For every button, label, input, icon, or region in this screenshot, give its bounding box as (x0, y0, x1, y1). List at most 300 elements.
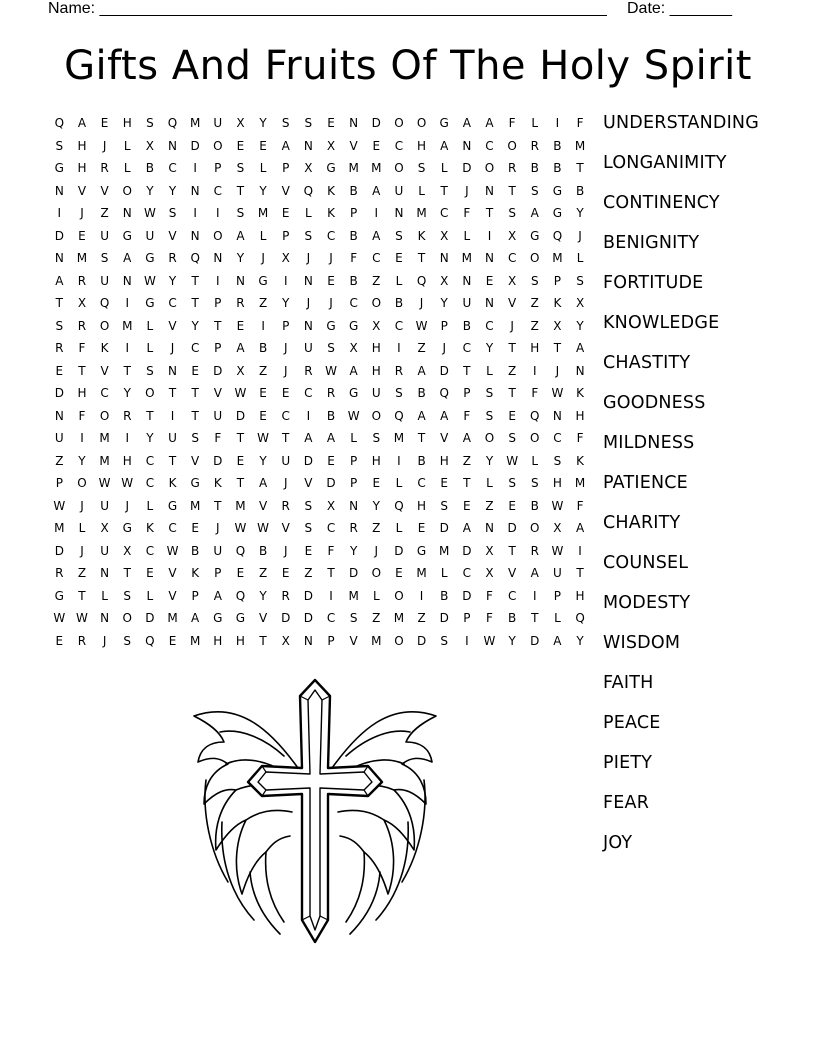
grid-cell[interactable]: W (257, 521, 270, 535)
grid-cell[interactable]: W (483, 633, 496, 648)
grid-cell[interactable]: J (419, 296, 424, 310)
grid-cell[interactable]: O (213, 138, 223, 153)
grid-cell[interactable]: X (440, 228, 449, 243)
grid-cell[interactable]: O (416, 116, 427, 130)
grid-cell[interactable]: Q (530, 408, 540, 423)
grid-cell[interactable]: C (281, 408, 290, 423)
grid-cell[interactable]: J (465, 183, 469, 198)
grid-cell[interactable]: Y (236, 251, 245, 265)
grid-cell[interactable]: D (439, 611, 449, 625)
grid-cell[interactable]: J (555, 363, 560, 378)
grid-cell[interactable]: B (349, 183, 358, 198)
grid-cell[interactable]: Y (78, 453, 86, 468)
grid-cell[interactable]: V (349, 138, 358, 153)
grid-cell[interactable]: S (508, 206, 516, 220)
grid-cell[interactable]: A (462, 431, 471, 445)
grid-cell[interactable]: X (440, 273, 449, 288)
grid-cell[interactable]: K (145, 521, 154, 535)
grid-cell[interactable]: P (553, 588, 562, 603)
grid-cell[interactable]: P (191, 588, 199, 603)
grid-cell[interactable]: P (214, 341, 222, 355)
grid-cell[interactable]: E (146, 566, 154, 580)
grid-cell[interactable]: C (190, 341, 200, 355)
grid-cell[interactable]: C (394, 138, 404, 153)
grid-cell[interactable]: F (531, 386, 539, 400)
grid-cell[interactable]: C (326, 228, 336, 243)
grid-cell[interactable]: X (485, 543, 494, 558)
grid-cell[interactable]: M (393, 611, 405, 625)
grid-cell[interactable]: S (123, 588, 132, 603)
grid-cell[interactable]: L (146, 498, 154, 513)
grid-cell[interactable]: L (395, 273, 403, 288)
grid-cell[interactable]: Z (530, 296, 539, 310)
grid-cell[interactable]: M (189, 116, 201, 130)
grid-cell[interactable]: U (213, 116, 223, 130)
grid-cell[interactable]: Y (349, 543, 358, 558)
grid-cell[interactable]: M (371, 633, 382, 648)
grid-cell[interactable]: T (214, 318, 222, 333)
grid-cell[interactable]: H (417, 498, 427, 513)
grid-cell[interactable]: D (371, 116, 381, 130)
grid-cell[interactable]: M (416, 206, 427, 220)
grid-cell[interactable]: W (234, 386, 247, 400)
grid-cell[interactable]: A (349, 363, 358, 378)
grid-cell[interactable]: U (168, 431, 177, 445)
grid-cell[interactable]: N (122, 273, 132, 288)
grid-cell[interactable]: Q (439, 386, 449, 400)
grid-cell[interactable]: K (100, 341, 109, 355)
grid-cell[interactable]: I (329, 588, 333, 603)
grid-cell[interactable]: Q (575, 611, 585, 625)
grid-cell[interactable]: X (553, 521, 562, 535)
grid-cell[interactable]: G (122, 521, 132, 535)
grid-cell[interactable]: E (55, 363, 64, 378)
grid-cell[interactable]: T (553, 341, 562, 355)
grid-cell[interactable]: Z (258, 363, 268, 378)
grid-cell[interactable]: N (168, 363, 178, 378)
grid-cell[interactable]: L (259, 161, 267, 175)
grid-cell[interactable]: H (575, 408, 585, 423)
grid-cell[interactable]: Q (394, 408, 404, 423)
grid-cell[interactable]: Q (303, 183, 314, 198)
grid-cell[interactable]: J (283, 363, 288, 378)
grid-cell[interactable]: H (122, 453, 132, 468)
grid-cell[interactable]: J (306, 296, 311, 310)
grid-cell[interactable]: B (326, 408, 336, 423)
grid-cell[interactable]: N (462, 273, 472, 288)
grid-cell[interactable]: T (259, 633, 267, 648)
grid-cell[interactable]: S (304, 116, 313, 130)
grid-cell[interactable]: N (303, 138, 313, 153)
grid-cell[interactable]: P (350, 206, 358, 220)
grid-cell[interactable]: O (394, 116, 404, 130)
grid-cell[interactable]: W (143, 273, 156, 288)
grid-cell[interactable]: M (122, 318, 133, 333)
grid-cell[interactable]: B (145, 161, 154, 175)
grid-cell[interactable]: N (349, 116, 359, 130)
grid-cell[interactable]: H (552, 476, 562, 490)
grid-cell[interactable]: Y (168, 183, 177, 198)
grid-cell[interactable]: G (122, 228, 132, 243)
grid-cell[interactable]: A (372, 183, 381, 198)
grid-cell[interactable]: I (374, 206, 379, 220)
grid-cell[interactable]: W (257, 431, 270, 445)
grid-cell[interactable]: U (303, 341, 313, 355)
grid-cell[interactable]: I (397, 453, 401, 468)
grid-cell[interactable]: A (530, 566, 539, 580)
grid-cell[interactable]: T (168, 386, 177, 400)
grid-cell[interactable]: L (123, 138, 131, 153)
grid-cell[interactable]: V (168, 566, 177, 580)
grid-cell[interactable]: H (371, 453, 381, 468)
grid-cell[interactable]: C (326, 521, 336, 535)
grid-cell[interactable]: C (168, 521, 177, 535)
grid-cell[interactable]: S (327, 341, 335, 355)
grid-cell[interactable]: S (508, 476, 516, 490)
grid-cell[interactable]: D (190, 138, 200, 153)
grid-cell[interactable]: J (261, 251, 265, 265)
grid-cell[interactable]: J (329, 296, 333, 310)
grid-cell[interactable]: M (99, 453, 110, 468)
grid-cell[interactable]: E (55, 633, 64, 648)
grid-cell[interactable]: D (54, 228, 64, 243)
grid-cell[interactable]: V (508, 566, 517, 580)
grid-cell[interactable]: C (553, 431, 562, 445)
grid-cell[interactable]: W (53, 611, 66, 625)
grid-cell[interactable]: F (576, 498, 584, 513)
grid-cell[interactable]: C (145, 453, 155, 468)
grid-cell[interactable]: S (123, 633, 132, 648)
grid-cell[interactable]: M (552, 251, 563, 265)
grid-cell[interactable]: A (485, 116, 494, 130)
grid-cell[interactable]: E (281, 206, 290, 220)
grid-cell[interactable]: Z (372, 521, 381, 535)
grid-cell[interactable]: O (530, 251, 540, 265)
grid-cell[interactable]: K (213, 476, 222, 490)
grid-cell[interactable]: E (191, 363, 199, 378)
grid-cell[interactable]: B (553, 161, 562, 175)
grid-cell[interactable]: D (349, 566, 359, 580)
grid-cell[interactable]: D (213, 363, 223, 378)
grid-cell[interactable]: U (213, 408, 223, 423)
grid-cell[interactable]: E (508, 408, 516, 423)
grid-cell[interactable]: N (394, 206, 404, 220)
grid-cell[interactable]: C (507, 588, 517, 603)
grid-cell[interactable]: Z (417, 611, 426, 625)
grid-cell[interactable]: N (462, 138, 472, 153)
grid-cell[interactable]: E (440, 476, 448, 490)
grid-cell[interactable]: G (326, 318, 336, 333)
grid-cell[interactable]: O (99, 408, 110, 423)
grid-cell[interactable]: I (57, 206, 62, 220)
grid-cell[interactable]: A (191, 611, 200, 625)
grid-cell[interactable]: X (281, 633, 290, 648)
grid-cell[interactable]: P (214, 161, 222, 175)
grid-cell[interactable]: E (485, 273, 494, 288)
grid-cell[interactable]: O (530, 431, 540, 445)
grid-cell[interactable]: C (100, 386, 109, 400)
grid-cell[interactable]: Y (146, 183, 154, 198)
grid-cell[interactable]: E (236, 566, 245, 580)
grid-cell[interactable]: T (191, 273, 199, 288)
grid-cell[interactable]: D (54, 543, 64, 558)
grid-cell[interactable]: B (417, 453, 426, 468)
grid-cell[interactable]: U (100, 543, 109, 558)
grid-cell[interactable]: L (463, 228, 471, 243)
grid-cell[interactable]: B (349, 273, 358, 288)
grid-cell[interactable]: M (235, 498, 246, 513)
grid-cell[interactable]: E (100, 116, 109, 130)
grid-cell[interactable]: O (371, 566, 382, 580)
grid-cell[interactable]: F (327, 543, 335, 558)
grid-cell[interactable]: S (236, 206, 245, 220)
grid-cell[interactable]: G (235, 611, 246, 625)
grid-cell[interactable]: I (419, 588, 424, 603)
grid-cell[interactable]: I (125, 296, 130, 310)
grid-cell[interactable]: E (372, 138, 381, 153)
grid-cell[interactable]: D (462, 588, 472, 603)
grid-cell[interactable]: C (145, 476, 155, 490)
grid-cell[interactable]: I (578, 543, 582, 558)
grid-cell[interactable]: Y (282, 296, 290, 310)
grid-cell[interactable]: I (261, 318, 265, 333)
grid-cell[interactable]: L (418, 183, 425, 198)
grid-cell[interactable]: J (329, 251, 333, 265)
grid-cell[interactable]: W (121, 476, 134, 490)
grid-cell[interactable]: N (303, 633, 313, 648)
grid-cell[interactable]: V (191, 453, 200, 468)
grid-cell[interactable]: R (281, 588, 290, 603)
grid-cell[interactable]: U (54, 431, 64, 445)
grid-cell[interactable]: S (508, 431, 516, 445)
grid-cell[interactable]: B (553, 138, 562, 153)
grid-cell[interactable]: L (305, 206, 312, 220)
grid-cell[interactable]: S (530, 273, 539, 288)
grid-cell[interactable]: L (78, 521, 86, 535)
grid-cell[interactable]: A (440, 138, 449, 153)
grid-cell[interactable]: C (145, 543, 155, 558)
grid-cell[interactable]: T (168, 453, 177, 468)
grid-cell[interactable]: Y (372, 498, 380, 513)
grid-cell[interactable]: X (123, 543, 132, 558)
grid-cell[interactable]: L (372, 588, 380, 603)
grid-cell[interactable]: P (350, 476, 358, 490)
grid-cell[interactable]: M (574, 138, 586, 153)
grid-cell[interactable]: D (303, 611, 313, 625)
grid-cell[interactable]: R (123, 408, 132, 423)
grid-cell[interactable]: D (394, 543, 404, 558)
grid-cell[interactable]: U (100, 498, 109, 513)
grid-cell[interactable]: G (530, 228, 540, 243)
grid-cell[interactable]: S (485, 408, 494, 423)
grid-cell[interactable]: N (54, 251, 64, 265)
grid-cell[interactable]: D (54, 386, 64, 400)
grid-cell[interactable]: I (125, 431, 130, 445)
grid-cell[interactable]: I (216, 206, 220, 220)
grid-cell[interactable]: N (485, 251, 494, 265)
grid-cell[interactable]: C (304, 386, 313, 400)
grid-cell[interactable]: L (576, 251, 584, 265)
grid-cell[interactable]: S (440, 633, 449, 648)
grid-cell[interactable]: T (531, 611, 539, 625)
grid-cell[interactable]: B (417, 386, 426, 400)
grid-cell[interactable]: S (372, 431, 381, 445)
grid-cell[interactable]: O (484, 431, 495, 445)
grid-cell[interactable]: D (281, 611, 291, 625)
grid-cell[interactable]: H (77, 138, 87, 153)
grid-cell[interactable]: L (146, 341, 154, 355)
grid-cell[interactable]: J (80, 498, 84, 513)
grid-cell[interactable]: O (122, 611, 132, 625)
grid-cell[interactable]: E (168, 633, 177, 648)
grid-cell[interactable]: Y (146, 431, 154, 445)
grid-cell[interactable]: A (553, 633, 562, 648)
grid-cell[interactable]: Y (440, 296, 448, 310)
grid-cell[interactable]: P (327, 633, 335, 648)
grid-cell[interactable]: W (325, 363, 337, 378)
grid-cell[interactable]: E (463, 498, 471, 513)
grid-cell[interactable]: F (486, 588, 493, 603)
grid-cell[interactable]: V (100, 183, 109, 198)
grid-cell[interactable]: Z (100, 206, 109, 220)
grid-cell[interactable]: C (326, 611, 336, 625)
grid-cell[interactable]: T (508, 183, 516, 198)
grid-cell[interactable]: O (507, 138, 517, 153)
grid-cell[interactable]: X (508, 228, 517, 243)
grid-cell[interactable]: T (191, 408, 199, 423)
grid-cell[interactable]: J (102, 633, 107, 648)
grid-cell[interactable]: D (507, 521, 517, 535)
grid-cell[interactable]: L (440, 161, 448, 175)
grid-cell[interactable]: F (78, 408, 86, 423)
grid-cell[interactable]: I (170, 408, 175, 423)
grid-cell[interactable]: V (281, 521, 290, 535)
grid-cell[interactable]: D (462, 161, 472, 175)
grid-cell[interactable]: D (145, 611, 155, 625)
grid-cell[interactable]: R (77, 633, 87, 648)
grid-cell[interactable]: U (100, 228, 109, 243)
grid-cell[interactable]: L (395, 521, 403, 535)
grid-cell[interactable]: R (326, 386, 336, 400)
grid-cell[interactable]: G (552, 183, 563, 198)
grid-cell[interactable]: N (552, 408, 562, 423)
grid-cell[interactable]: C (168, 161, 177, 175)
grid-cell[interactable]: N (485, 521, 494, 535)
grid-cell[interactable]: S (191, 431, 199, 445)
grid-cell[interactable]: T (508, 341, 516, 355)
grid-cell[interactable]: H (371, 363, 381, 378)
grid-cell[interactable]: T (55, 296, 63, 310)
grid-cell[interactable]: G (552, 206, 563, 220)
grid-cell[interactable]: R (77, 318, 87, 333)
grid-cell[interactable]: T (485, 206, 494, 220)
grid-cell[interactable]: D (462, 543, 472, 558)
grid-cell[interactable]: J (80, 543, 84, 558)
grid-cell[interactable]: D (213, 453, 223, 468)
grid-cell[interactable]: A (440, 408, 449, 423)
grid-cell[interactable]: F (508, 116, 516, 130)
grid-cell[interactable]: X (77, 296, 87, 310)
grid-cell[interactable]: Y (576, 633, 584, 648)
grid-cell[interactable]: O (484, 161, 495, 175)
grid-cell[interactable]: A (236, 341, 245, 355)
grid-cell[interactable]: G (190, 476, 200, 490)
grid-cell[interactable]: Y (259, 588, 267, 603)
grid-cell[interactable]: I (193, 206, 197, 220)
grid-cell[interactable]: U (394, 183, 404, 198)
grid-cell[interactable]: I (283, 273, 288, 288)
grid-cell[interactable]: Z (258, 566, 268, 580)
grid-cell[interactable]: O (145, 386, 155, 400)
grid-cell[interactable]: T (282, 431, 290, 445)
grid-cell[interactable]: X (304, 161, 313, 175)
grid-cell[interactable]: C (394, 318, 404, 333)
grid-cell[interactable]: A (258, 476, 268, 490)
grid-cell[interactable]: S (304, 521, 313, 535)
grid-cell[interactable]: C (349, 296, 358, 310)
grid-cell[interactable]: T (327, 566, 335, 580)
grid-cell[interactable]: C (485, 138, 494, 153)
grid-cell[interactable]: N (303, 273, 313, 288)
grid-cell[interactable]: H (122, 116, 132, 130)
grid-cell[interactable]: V (168, 318, 177, 333)
grid-cell[interactable]: V (77, 183, 87, 198)
grid-cell[interactable]: C (168, 296, 177, 310)
grid-cell[interactable]: L (486, 363, 493, 378)
grid-cell[interactable]: T (463, 363, 471, 378)
grid-cell[interactable]: B (508, 611, 517, 625)
grid-cell[interactable]: S (100, 251, 109, 265)
grid-cell[interactable]: S (304, 228, 313, 243)
grid-cell[interactable]: E (281, 566, 290, 580)
grid-cell[interactable]: F (463, 206, 471, 220)
grid-cell[interactable]: M (348, 588, 359, 603)
grid-cell[interactable]: B (191, 543, 200, 558)
grid-cell[interactable]: P (55, 476, 63, 490)
grid-cell[interactable]: T (236, 431, 245, 445)
grid-cell[interactable]: H (77, 161, 87, 175)
grid-cell[interactable]: T (417, 431, 426, 445)
grid-cell[interactable]: V (281, 183, 290, 198)
grid-cell[interactable]: W (53, 498, 66, 513)
grid-cell[interactable]: P (553, 273, 562, 288)
grid-cell[interactable]: Q (145, 633, 155, 648)
grid-cell[interactable]: Y (576, 318, 584, 333)
grid-cell[interactable]: N (100, 611, 110, 625)
grid-cell[interactable]: R (100, 161, 109, 175)
grid-cell[interactable]: E (395, 251, 403, 265)
grid-cell[interactable]: T (440, 183, 448, 198)
grid-cell[interactable]: U (145, 228, 155, 243)
grid-cell[interactable]: J (283, 543, 288, 558)
grid-cell[interactable]: E (236, 453, 245, 468)
grid-cell[interactable]: B (462, 318, 471, 333)
grid-cell[interactable]: S (440, 498, 449, 513)
grid-cell[interactable]: X (372, 318, 381, 333)
grid-cell[interactable]: S (55, 318, 64, 333)
grid-cell[interactable]: P (350, 453, 358, 468)
grid-cell[interactable]: M (393, 431, 405, 445)
grid-cell[interactable]: G (54, 588, 64, 603)
grid-cell[interactable]: C (485, 318, 494, 333)
grid-cell[interactable]: L (440, 566, 448, 580)
grid-cell[interactable]: E (281, 386, 290, 400)
grid-cell[interactable]: E (304, 543, 313, 558)
grid-cell[interactable]: Z (258, 296, 268, 310)
grid-cell[interactable]: R (530, 138, 539, 153)
grid-cell[interactable]: A (236, 228, 245, 243)
grid-cell[interactable]: Y (508, 633, 516, 648)
